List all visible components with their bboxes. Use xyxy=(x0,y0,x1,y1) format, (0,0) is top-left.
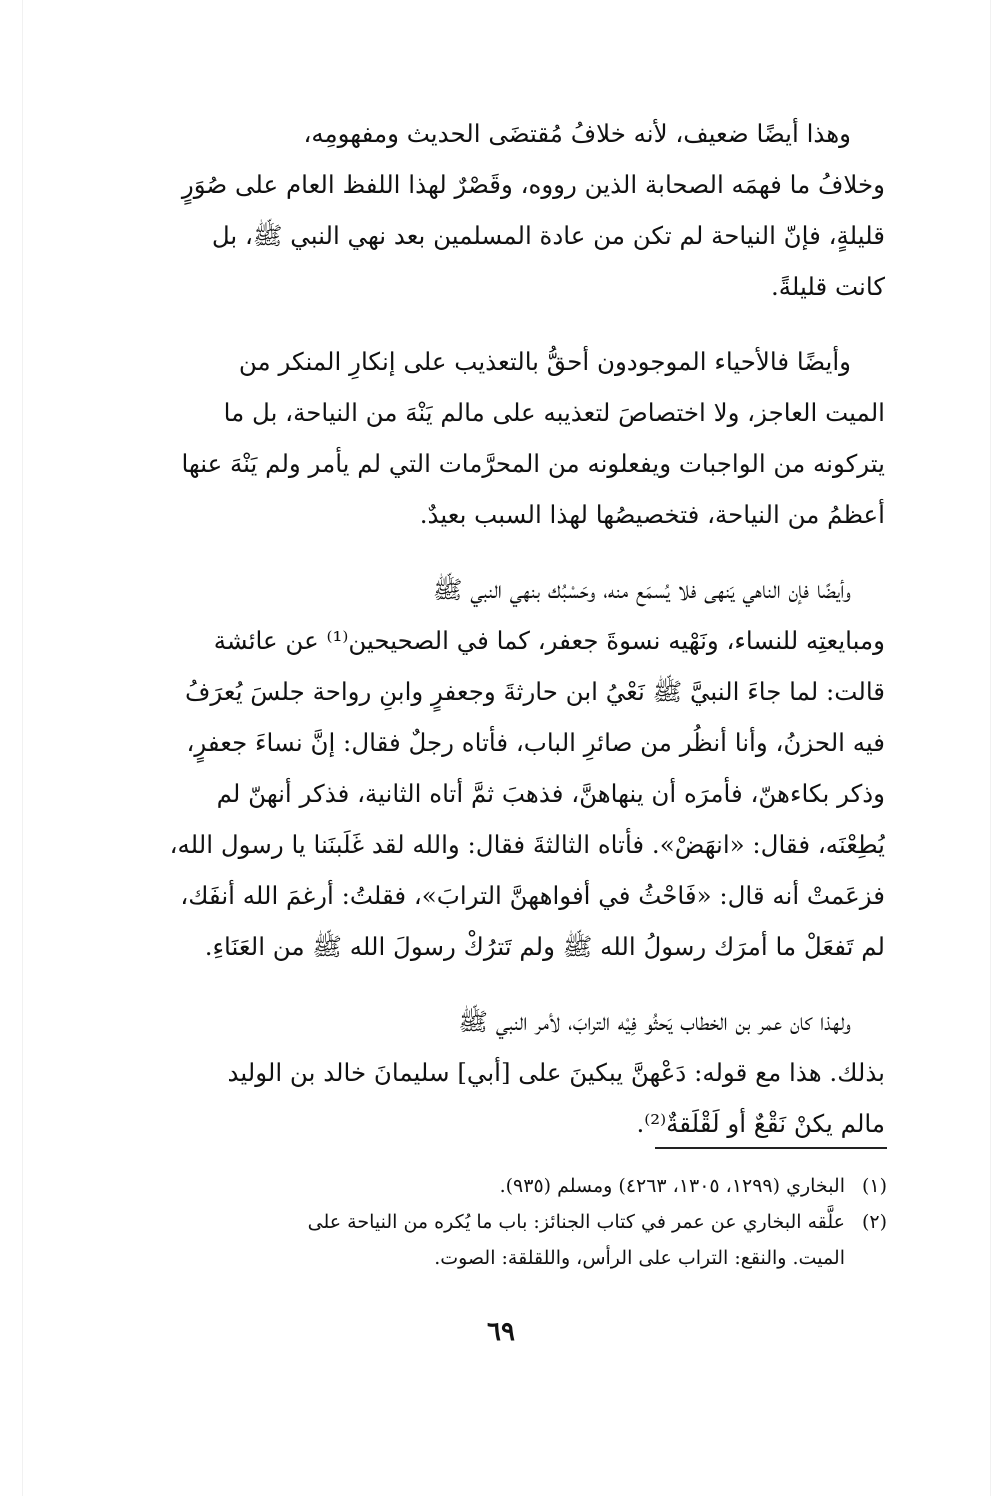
footnote-body xyxy=(125,1204,845,1276)
text-line: فزعَمتْ أنه قال: «فَاحْثُ في أفواههنَّ الترابَ»، فقلتُ: أرغمَ الله أنفَك، xyxy=(180,881,885,910)
footnotes xyxy=(125,1168,887,1276)
footnote-number: (٢) xyxy=(861,1211,887,1233)
text-line: فيه الحزنُ، وأنا أنظُر من صائرِ الباب، فأتاه رجلٌ فقال: إنَّ نساءَ جعفرٍ، xyxy=(186,728,885,757)
text-line: كانت قليلةً. xyxy=(770,272,885,301)
paragraph-4 xyxy=(125,996,885,1149)
text-line: ولهذا كان عمر بن الخطاب يَحثُو فِيْه الترابَ، لأمر النبي ﷺ xyxy=(458,1007,851,1036)
text-line: وهذا أيضًا ضعيف، لأنه خلافُ مُقتضَى الحديث ومفهومِه، xyxy=(303,119,851,148)
footnote-separator xyxy=(655,1147,887,1149)
footnote-line: البخاري (١٢٩٩، ١٣٠٥، ٤٢٦٣) ومسلم (٩٣٥). xyxy=(499,1175,845,1197)
text-line: ومبايعتِه للنساء، ونَهْيه نسوةَ جعفر، كما في الصحيحين⁽¹⁾ عن عائشة xyxy=(213,626,885,655)
text-line: وأيضًا فالأحياء الموجودون أحقُّ بالتعذيب على إنكارِ المنكر من xyxy=(238,347,851,376)
main-text-body xyxy=(125,108,885,1173)
footnote-number: (١) xyxy=(861,1175,887,1197)
text-line: مالم يكنْ نَقْعٌ أو لَقْلَقةٌ⁽²⁾. xyxy=(636,1109,885,1138)
text-line: وأيضًا فإن الناهي يَنهى فلا يُسمَع منه، وحَسْبُك بنهي النبي ﷺ xyxy=(432,575,851,604)
page-number: ٦٩ xyxy=(487,1317,515,1347)
text-line: قليلةٍ، فإنّ النياحة لم تكن من عادة المسلمين بعد نهي النبي ﷺ، بل xyxy=(211,221,885,250)
paragraph-3 xyxy=(125,564,885,972)
text-line: بذلك. هذا مع قوله: دَعْهنَّ يبكينَ على [أبي] سليمانَ خالد بن الوليد xyxy=(227,1058,885,1087)
footnote-2 xyxy=(125,1204,887,1276)
footnote-body xyxy=(125,1168,845,1204)
paragraph-2 xyxy=(125,336,885,540)
text-line: لم تَفعَلْ ما أمرَك رسولُ الله ﷺ ولم تَترُكْ رسولَ الله ﷺ من العَنَاءِ. xyxy=(204,932,885,961)
text-line: أعظمُ من النياحة، فتخصيصُها لهذا السبب بعيدٌ. xyxy=(419,500,885,529)
text-line: قالت: لما جاءَ النبيَّ ﷺ نَعْيُ ابن حارثةَ وجعفرٍ وابنِ رواحة جلسَ يُعرَفُ xyxy=(184,677,885,706)
scan-edge-right xyxy=(990,0,991,1496)
text-line: الميت العاجز، ولا اختصاصَ لتعذيبه على مالم يَنْهَ من النياحة، بل ما xyxy=(223,398,885,427)
paragraph-1 xyxy=(125,108,885,312)
scan-edge-left xyxy=(22,0,23,1496)
footnote-line: الميت. والنقع: التراب على الرأس، واللقلقة: الصوت. xyxy=(434,1247,845,1269)
text-line: يتركونه من الواجبات ويفعلونه من المحرَّمات التي لم يأمر ولم يَنْهَ عنها xyxy=(181,449,885,478)
footnote-1 xyxy=(125,1168,887,1204)
text-line: وذكر بكاءهنّ، فأمرَه أن ينهاهنَّ، فذهبَ ثمَّ أتاه الثانية، فذكر أنهنّ لم xyxy=(216,779,885,808)
text-line: يُطِعْنَه، فقال: «انهَضْ». فأتاه الثالثةَ فقال: والله لقد غَلَبنَنا يا رسول الله، xyxy=(169,830,885,859)
footnote-line: علَّقه البخاري عن عمر في كتاب الجنائز: باب ما يُكره من النياحة على xyxy=(307,1211,845,1233)
text-line: وخلافُ ما فهمَه الصحابة الذين رووه، وقَصْرٌ لهذا اللفظ العام على صُوَرٍ xyxy=(181,170,885,199)
